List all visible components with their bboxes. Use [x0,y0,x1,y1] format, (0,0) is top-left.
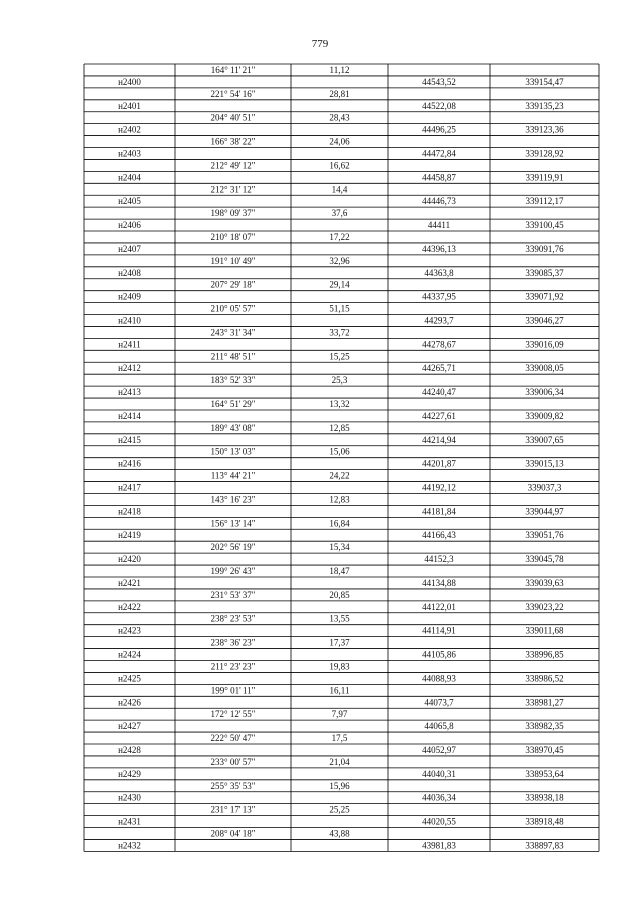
x-coordinate-cell: 44105,86 [422,649,456,660]
distance-cell: 15,34 [329,542,350,553]
point-cell: н2426 [118,697,141,708]
x-coordinate-cell: 44114,91 [422,625,456,636]
y-coordinate-cell: 339006,34 [525,387,564,398]
table-row [118,148,564,158]
table-row [118,602,564,612]
table-row [211,208,348,218]
y-coordinate-cell: 338970,45 [525,744,564,755]
point-cell: н2423 [118,625,141,636]
table-row [118,315,564,325]
x-coordinate-cell: 44073,7 [424,697,454,708]
table-row [211,661,350,671]
point-cell: н2418 [118,506,141,517]
distance-cell: 28,81 [329,88,350,99]
angle-cell: 243° 31' 34" [210,327,256,338]
angle-cell: 233° 00' 57" [210,756,256,767]
table-row [211,89,350,99]
distance-cell: 37,6 [331,208,348,219]
x-coordinate-cell: 44040,31 [422,768,456,779]
angle-cell: 189° 43' 08" [210,422,256,433]
table-row [211,65,350,75]
y-coordinate-cell: 338981,27 [525,697,564,708]
distance-cell: 24,22 [329,470,350,481]
table-row [118,721,564,731]
angle-cell: 231° 53' 37" [210,589,256,600]
table-row [118,101,564,111]
point-cell: н2422 [118,601,141,612]
x-coordinate-cell: 44192,12 [422,482,456,493]
angle-cell: 113° 44' 21" [210,470,256,481]
y-coordinate-cell: 338996,85 [525,649,564,660]
x-coordinate-cell: 44446,73 [422,196,456,207]
point-cell: н2414 [118,410,141,421]
distance-cell: 51,15 [329,303,350,314]
point-cell: н2408 [118,267,141,278]
table-row [211,327,350,337]
table-row [118,745,564,755]
distance-cell: 13,55 [329,613,350,624]
x-coordinate-cell: 44065,8 [424,721,454,732]
angle-cell: 222° 50' 47" [210,733,256,744]
page-number: 779 [311,38,329,50]
point-cell: н2432 [118,840,141,851]
x-coordinate-cell: 44496,25 [422,124,456,135]
angle-cell: 198° 09' 37" [210,208,256,219]
point-cell: н2420 [118,554,141,565]
table-row [118,339,564,349]
x-coordinate-cell: 44337,95 [422,291,456,302]
angle-cell: 156° 13' 14" [210,518,256,529]
table-row [211,304,351,314]
x-coordinate-cell: 44122,01 [422,601,456,612]
x-coordinate-cell: 44522,08 [422,100,456,111]
table-row [118,506,564,516]
table-row [211,590,351,600]
table-row [211,375,348,385]
angle-cell: 208° 04' 18" [210,828,256,839]
angle-cell: 210° 05' 57" [210,303,256,314]
point-cell: н2400 [118,76,141,87]
distance-cell: 20,85 [329,589,350,600]
y-coordinate-cell: 339011,68 [525,625,564,636]
table-row [118,483,562,493]
angle-cell: 199° 26' 43" [210,566,256,577]
table-row [211,184,348,194]
x-coordinate-cell: 44052,97 [422,744,456,755]
distance-cell: 24,06 [329,136,350,147]
table-row [211,566,351,576]
y-coordinate-cell: 339119,91 [525,172,564,183]
angle-cell: 255° 35' 53" [210,780,256,791]
y-coordinate-cell: 339037,3 [527,482,562,493]
point-cell: н2413 [118,387,141,398]
angle-cell: 231° 17' 13" [210,804,256,815]
distance-cell: 43,88 [329,828,350,839]
angle-cell: 238° 23' 53" [210,613,256,624]
table-row [211,351,350,361]
table-row [118,125,564,135]
y-coordinate-cell: 339039,63 [525,577,564,588]
angle-cell: 211° 48' 51" [210,351,256,362]
table-row [118,769,564,779]
x-coordinate-cell: 44166,43 [422,530,456,541]
table-row [118,697,564,707]
angle-cell: 212° 31' 12" [210,184,256,195]
point-cell: н2430 [118,792,141,803]
table-row [211,113,351,123]
point-cell: н2428 [118,744,141,755]
table-row [118,840,564,850]
table-row [211,160,350,170]
distance-cell: 25,3 [331,375,348,386]
point-cell: н2410 [118,315,141,326]
angle-cell: 164° 51' 29" [210,399,256,410]
table-row [211,685,350,695]
angle-cell: 210° 18' 07" [210,231,256,242]
table-row [211,781,351,791]
y-coordinate-cell: 338918,48 [525,816,564,827]
x-coordinate-cell: 44214,94 [422,434,456,445]
table-row [211,256,351,266]
table-row [211,614,351,624]
distance-cell: 12,83 [329,494,350,505]
y-coordinate-cell: 338938,18 [525,792,564,803]
x-coordinate-cell: 44293,7 [424,315,454,326]
point-cell: н2427 [118,721,141,732]
y-coordinate-cell: 339008,05 [525,363,564,374]
table-row [118,220,564,230]
table-row [211,709,348,719]
table-row [118,363,564,373]
distance-cell: 15,25 [329,351,350,362]
x-coordinate-cell: 44458,87 [422,172,456,183]
distance-cell: 16,84 [329,518,350,529]
x-coordinate-cell: 44181,84 [422,506,456,517]
distance-cell: 17,37 [329,637,350,648]
distance-cell: 14,4 [331,184,348,195]
distance-cell: 21,04 [329,756,350,767]
point-cell: н2431 [118,816,141,827]
distance-cell: 29,14 [329,279,350,290]
angle-cell: 166° 38' 22" [210,136,256,147]
y-coordinate-cell: 338986,52 [525,673,564,684]
y-coordinate-cell: 339154,47 [525,76,564,87]
table-row [211,733,348,743]
y-coordinate-cell: 339071,92 [525,291,564,302]
distance-cell: 25,25 [329,804,350,815]
y-coordinate-cell: 339112,17 [525,196,564,207]
angle-cell: 238° 36' 23" [210,637,256,648]
point-cell: н2419 [118,530,141,541]
y-coordinate-cell: 339015,13 [525,458,564,469]
y-coordinate-cell: 339044,97 [525,506,564,517]
table-row [118,196,564,206]
y-coordinate-cell: 339123,36 [525,124,564,135]
table-row [118,554,564,564]
table-row [211,638,351,648]
y-coordinate-cell: 339007,65 [525,434,564,445]
y-coordinate-cell: 339016,09 [525,339,564,350]
x-coordinate-cell: 44020,55 [422,816,456,827]
y-coordinate-cell: 338982,35 [525,721,564,732]
x-coordinate-cell: 44265,71 [422,363,456,374]
table-row [118,817,564,827]
y-coordinate-cell: 339023,22 [525,601,564,612]
point-cell: н2411 [118,339,141,350]
point-cell: н2404 [118,172,141,183]
y-coordinate-cell: 339045,78 [525,554,564,565]
point-cell: н2401 [118,100,141,111]
x-coordinate-cell: 44396,13 [422,243,456,254]
table-row [118,673,564,683]
angle-cell: 199° 01' 11" [210,685,256,696]
point-cell: н2416 [118,458,141,469]
table-row [118,626,564,636]
x-coordinate-cell: 44088,93 [422,673,456,684]
point-cell: н2417 [118,482,141,493]
table-row [118,411,564,421]
x-coordinate-cell: 43981,83 [422,840,456,851]
distance-cell: 16,62 [329,160,350,171]
table-row [118,244,564,254]
x-coordinate-cell: 44472,84 [422,148,456,159]
point-cell: н2412 [118,363,141,374]
point-cell: н2406 [118,220,141,231]
table-row [118,387,564,397]
table-row [211,423,351,433]
angle-cell: 172° 12' 55" [210,709,256,720]
y-coordinate-cell: 338953,64 [525,768,564,779]
distance-cell: 13,32 [329,399,350,410]
y-coordinate-cell: 339009,82 [525,410,564,421]
table-row [211,399,350,409]
table-row [211,828,351,838]
angle-cell: 150° 13' 03" [210,446,256,457]
y-coordinate-cell: 339100,45 [525,220,564,231]
point-cell: н2429 [118,768,141,779]
x-coordinate-cell: 44201,87 [422,458,456,469]
table-row [211,805,351,815]
angle-cell: 183° 52' 33" [210,375,256,386]
point-cell: н2407 [118,243,141,254]
distance-cell: 32,96 [329,255,350,266]
table-row [118,650,564,660]
x-coordinate-cell: 44363,8 [424,267,454,278]
angle-cell: 164° 11' 21" [210,64,256,75]
y-coordinate-cell: 339128,92 [525,148,564,159]
distance-cell: 16,11 [329,685,350,696]
distance-cell: 17,22 [329,231,350,242]
point-cell: н2421 [118,577,141,588]
angle-cell: 212° 49' 12" [210,160,256,171]
x-coordinate-cell: 44152,3 [424,554,454,565]
distance-cell: 12,85 [329,422,350,433]
table-row [118,292,564,302]
table-row [211,542,351,552]
table-row [118,268,564,278]
table-row [211,447,351,457]
angle-cell: 211° 23' 23" [210,661,256,672]
x-coordinate-cell: 44240,47 [422,387,456,398]
x-coordinate-cell: 44278,67 [422,339,456,350]
table-row [211,280,351,290]
angle-cell: 221° 54' 16" [210,88,256,99]
point-cell: н2424 [118,649,141,660]
table-row [211,518,351,528]
table-row [211,471,350,481]
x-coordinate-cell: 44543,52 [422,76,456,87]
table-row [118,435,564,445]
x-coordinate-cell: 44036,34 [422,792,456,803]
distance-cell: 15,96 [329,780,350,791]
table-row [118,459,564,469]
distance-cell: 17,5 [331,733,348,744]
point-cell: н2415 [118,434,141,445]
point-cell: н2403 [118,148,141,159]
y-coordinate-cell: 339085,37 [525,267,564,278]
table-row [211,757,351,767]
y-coordinate-cell: 339135,23 [525,100,564,111]
y-coordinate-cell: 338897,83 [525,840,564,851]
x-coordinate-cell: 44411 [427,220,451,231]
table-row [211,137,351,147]
table-row [118,578,564,588]
x-coordinate-cell: 44134,88 [422,577,456,588]
point-cell: н2409 [118,291,141,302]
table-row [211,494,351,504]
distance-cell: 18,47 [329,566,350,577]
angle-cell: 207° 29' 18" [210,279,256,290]
y-coordinate-cell: 339091,76 [525,243,564,254]
point-cell: н2425 [118,673,141,684]
angle-cell: 202° 56' 19" [210,542,256,553]
angle-cell: 191° 10' 49" [210,255,256,266]
table-row [118,172,563,182]
distance-cell: 19,83 [329,661,350,672]
point-cell: н2402 [118,124,141,135]
table-row [118,793,564,803]
distance-cell: 28,43 [329,112,350,123]
angle-cell: 143° 16' 23" [210,494,256,505]
y-coordinate-cell: 339051,76 [525,530,564,541]
table-row [118,77,564,87]
angle-cell: 204° 40' 51" [210,112,256,123]
distance-cell: 33,72 [329,327,350,338]
point-cell: н2405 [118,196,141,207]
table-row [211,232,350,242]
x-coordinate-cell: 44227,61 [422,410,456,421]
table-row [118,530,564,540]
distance-cell: 7,97 [331,709,348,720]
y-coordinate-cell: 339046,27 [525,315,564,326]
distance-cell: 15,06 [329,446,350,457]
distance-cell: 11,12 [329,64,350,75]
